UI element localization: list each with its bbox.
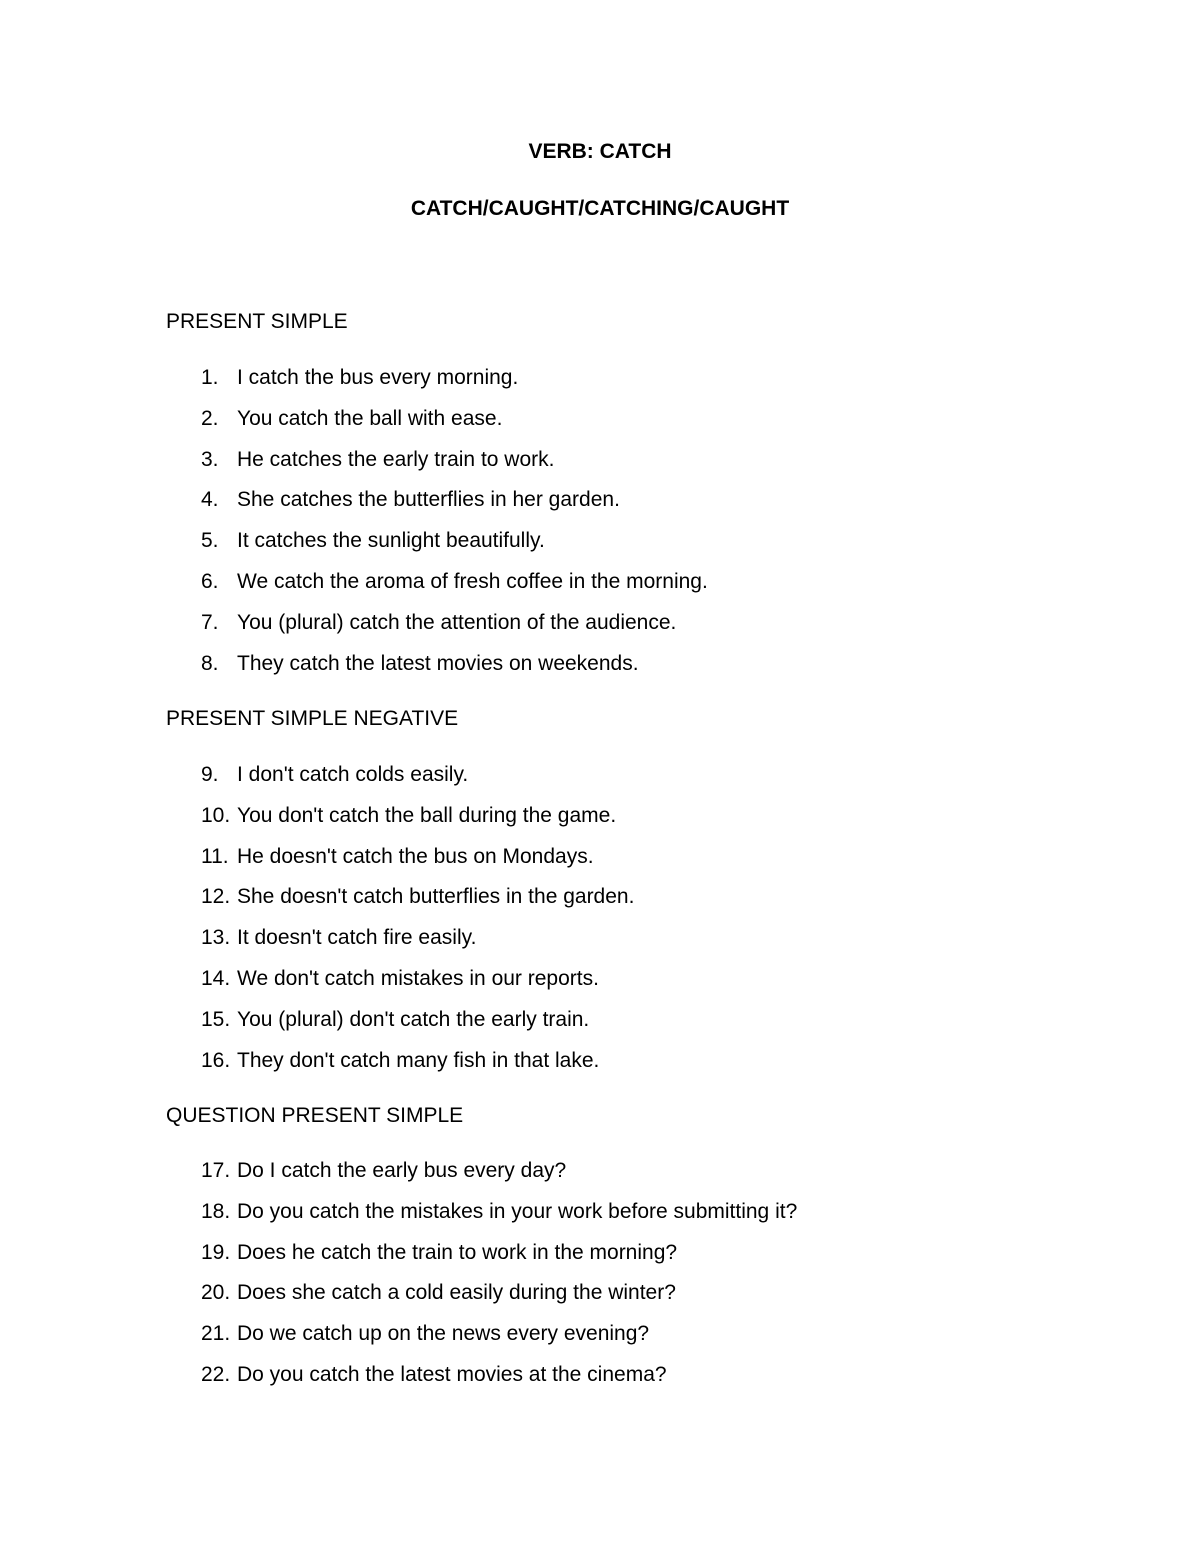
item-number: 20. [201, 1281, 231, 1305]
item-number: 1. [201, 366, 219, 389]
item-number: 12. [201, 885, 231, 909]
item-text: You (plural) don't catch the early train. [237, 1007, 590, 1031]
item-number: 5. [201, 529, 219, 553]
item-number: 21. [201, 1322, 231, 1346]
item-text: Do we catch up on the news every evening? [237, 1322, 650, 1346]
item-text: She catches the butterflies in her garden. [237, 488, 620, 512]
item-number: 14. [201, 966, 231, 990]
item-text: We don't catch mistakes in our reports. [237, 966, 599, 990]
item-text: Do I catch the early bus every day? [237, 1159, 567, 1182]
item-number: 2. [201, 406, 219, 430]
item-number: 16. [201, 1048, 231, 1072]
item-text: You (plural) catch the attention of the audience. [237, 610, 677, 634]
item-text: It catches the sunlight beautifully. [237, 529, 545, 553]
item-number: 19. [201, 1240, 231, 1264]
item-number: 22. [201, 1362, 231, 1386]
item-text: It doesn't catch fire easily. [237, 926, 477, 950]
item-number: 7. [201, 610, 219, 634]
item-text: They don't catch many fish in that lake. [237, 1048, 600, 1072]
item-text: They catch the latest movies on weekends. [237, 651, 639, 675]
item-text: He doesn't catch the bus on Mondays. [237, 844, 594, 868]
item-number: 4. [201, 488, 219, 512]
item-number: 3. [201, 447, 219, 471]
item-text: Does she catch a cold easily during the winter? [237, 1281, 676, 1305]
item-number: 15. [201, 1007, 231, 1031]
item-text: Do you catch the mistakes in your work before submitting it? [237, 1199, 798, 1223]
item-text: Do you catch the latest movies at the cinema? [237, 1362, 667, 1386]
item-text: I catch the bus every morning. [237, 366, 519, 389]
item-text: I don't catch colds easily. [237, 763, 469, 786]
item-number: 11. [201, 844, 229, 868]
item-text: She doesn't catch butterflies in the garden. [237, 885, 635, 909]
item-number: 8. [201, 651, 219, 675]
section-heading-present-simple: PRESENT SIMPLE [166, 310, 348, 333]
item-text: We catch the aroma of fresh coffee in the morning. [237, 569, 708, 593]
item-number: 10. [201, 803, 231, 827]
page-title: VERB: CATCH [528, 140, 672, 163]
item-number: 6. [201, 569, 219, 593]
page-subtitle: CATCH/CAUGHT/CATCHING/CAUGHT [410, 197, 790, 220]
item-text: You catch the ball with ease. [237, 406, 503, 430]
item-text: You don't catch the ball during the game. [237, 803, 617, 827]
section-heading-present-simple-negative: PRESENT SIMPLE NEGATIVE [166, 707, 459, 730]
section-heading-question-present-simple: QUESTION PRESENT SIMPLE [166, 1104, 464, 1127]
item-number: 18. [201, 1199, 231, 1223]
item-number: 13. [201, 926, 231, 950]
item-number: 9. [201, 763, 219, 786]
item-text: He catches the early train to work. [237, 447, 555, 471]
item-number: 17. [201, 1159, 231, 1182]
item-text: Does he catch the train to work in the morning? [237, 1240, 678, 1264]
